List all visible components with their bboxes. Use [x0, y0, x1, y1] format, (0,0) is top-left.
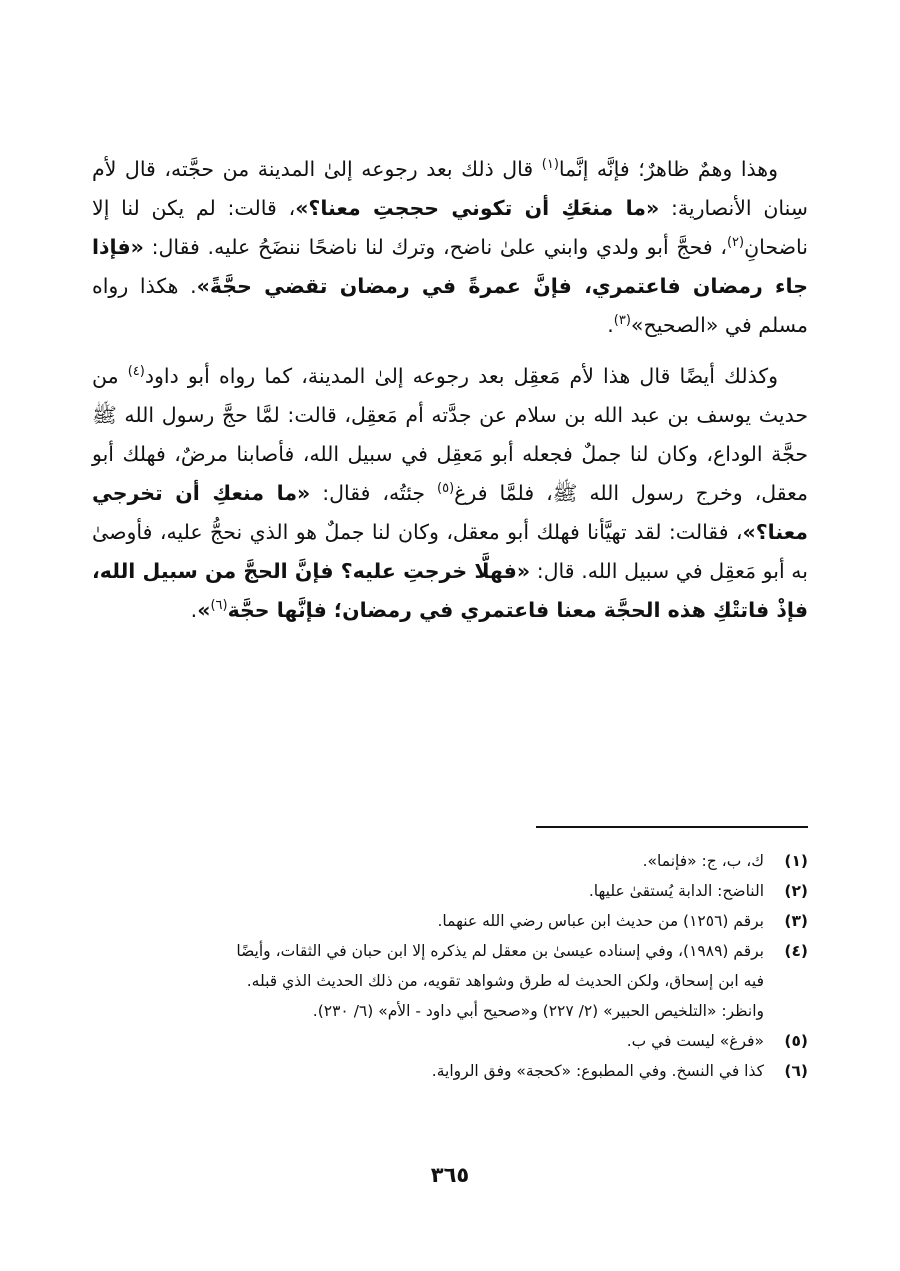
- footnote-text: [92, 846, 764, 876]
- footnote-ref-4: (٤): [127, 364, 145, 380]
- footnote-6: [92, 1056, 808, 1086]
- footnote-ref-2: (٢): [726, 235, 745, 251]
- footnote-number: (٦): [784, 1062, 808, 1080]
- text-run: ، قالت: لم يكن لنا إلا ناضحانِ: [92, 196, 808, 259]
- main-text: [92, 150, 808, 642]
- footnote-text: [92, 1056, 764, 1086]
- text-run: وكذلك أيضًا قال هذا لأم مَعقِل بعد رجوعه إلىٰ المدينة، كما رواه أبو داود: [144, 364, 778, 388]
- text-run: .: [190, 598, 198, 622]
- footnote-number: (٣): [784, 912, 808, 930]
- hadith-quote: «فهلَّا خرجتِ عليه؟ فإنَّ الحجَّ من سبيل الله، فإذْ فاتتْكِ هذه الحجَّة معنا فاعتمري في رمضان؛ فإنَّها حجَّة: [92, 559, 808, 622]
- hadith-quote: «فإذا جاء رمضان فاعتمري، فإنَّ عمرةً في رمضان تقضي حجَّةً»: [92, 235, 808, 298]
- footnote-ref-6: (٦): [210, 598, 228, 614]
- footnote-ref-1: (١): [541, 157, 559, 173]
- footnote-line: برقم (١٢٥٦) من حديث ابن عباس رضي الله عنهما.: [437, 912, 764, 930]
- page-number: ٣٦٥: [430, 1163, 470, 1187]
- footnote-line: كذا في النسخ. وفي المطبوع: «كحجة» وفق الرواية.: [431, 1062, 764, 1080]
- hadith-quote-close: »: [197, 598, 211, 622]
- footnote-line: ك، ب، ج: «فإنما».: [642, 852, 764, 870]
- footnote-line: برقم (١٩٨٩)، وفي إسناده عيسىٰ بن معقل لم يذكره إلا ابن حبان في الثقات، وأيضًا: [236, 942, 764, 960]
- text-run: ، فقالت: لقد تهيَّأنا فهلك أبو معقل، وكان لنا جملٌ هو الذي نحجُّ عليه، فأوصىٰ به أبو مَعقِل في سبيل الله. قال:: [92, 520, 808, 583]
- hadith-quote: «ما منعكِ أن تخرجي معنا؟»: [92, 481, 808, 544]
- footnote-separator: [536, 826, 808, 828]
- text-run: من حديث يوسف بن عبد الله بن سلام عن جدَّته أم مَعقِل، قالت: لمَّا حجَّ رسول الله ﷺ حجَّة الوداع، وكان لنا جملٌ فجعله أبو مَعقِل في سبيل الله، فأصابنا مرضٌ، فهلك أبو معقل، وخرج رسول الله ﷺ، فلمَّا فرغ: [92, 364, 808, 505]
- hadith-quote: «ما منعَكِ أن تكوني حججتِ معنا؟»: [295, 196, 660, 220]
- footnote-text: [92, 1026, 764, 1056]
- footnote-line: «فرغ» ليست في ب.: [626, 1032, 764, 1050]
- footnote-5: [92, 1026, 808, 1056]
- footnote-4: [92, 936, 808, 1026]
- text-run: . هكذا رواه مسلم في «الصحيح»: [92, 274, 808, 337]
- footnote-text: [92, 906, 764, 936]
- footnote-number: (١): [784, 852, 808, 870]
- footnote-text: [92, 876, 764, 906]
- footnote-line: الناضح: الدابة يُستقىٰ عليها.: [588, 882, 764, 900]
- footnote-1: [92, 846, 808, 876]
- footnote-number: (٤): [784, 942, 808, 960]
- footnote-2: [92, 876, 808, 906]
- footnote-line: فيه ابن إسحاق، ولكن الحديث له طرق وشواهد تقويه، من ذلك الحديث الذي قبله.: [246, 972, 764, 990]
- text-run: جئتُه، فقال:: [310, 481, 438, 505]
- footnote-number: (٢): [784, 882, 808, 900]
- footnote-ref-5: (٥): [437, 481, 455, 497]
- footnotes: [92, 846, 808, 1086]
- footnote-line: وانظر: «التلخيص الحبير» (٢/ ٢٢٧) و«صحيح أبي داود - الأم» (٦/ ٢٣٠).: [312, 1002, 764, 1020]
- paragraph-2: [92, 357, 808, 630]
- footnote-ref-3: (٣): [613, 313, 631, 329]
- paragraph-1: [92, 150, 808, 345]
- text-run: وهذا وهمٌ ظاهرٌ؛ فإنَّه إنَّما: [558, 157, 778, 181]
- text-run: .: [607, 313, 614, 337]
- footnote-text: [92, 936, 764, 1026]
- text-run: ، فحجَّ أبو ولدي وابني علىٰ ناضح، وترك لنا ناضحًا ننضَحُ عليه. فقال:: [143, 235, 727, 259]
- footnote-number: (٥): [784, 1032, 808, 1050]
- footnote-3: [92, 906, 808, 936]
- text-run: قال ذلك بعد رجوعه إلىٰ المدينة من حجَّته، قال لأم سِنان الأنصارية:: [92, 157, 808, 220]
